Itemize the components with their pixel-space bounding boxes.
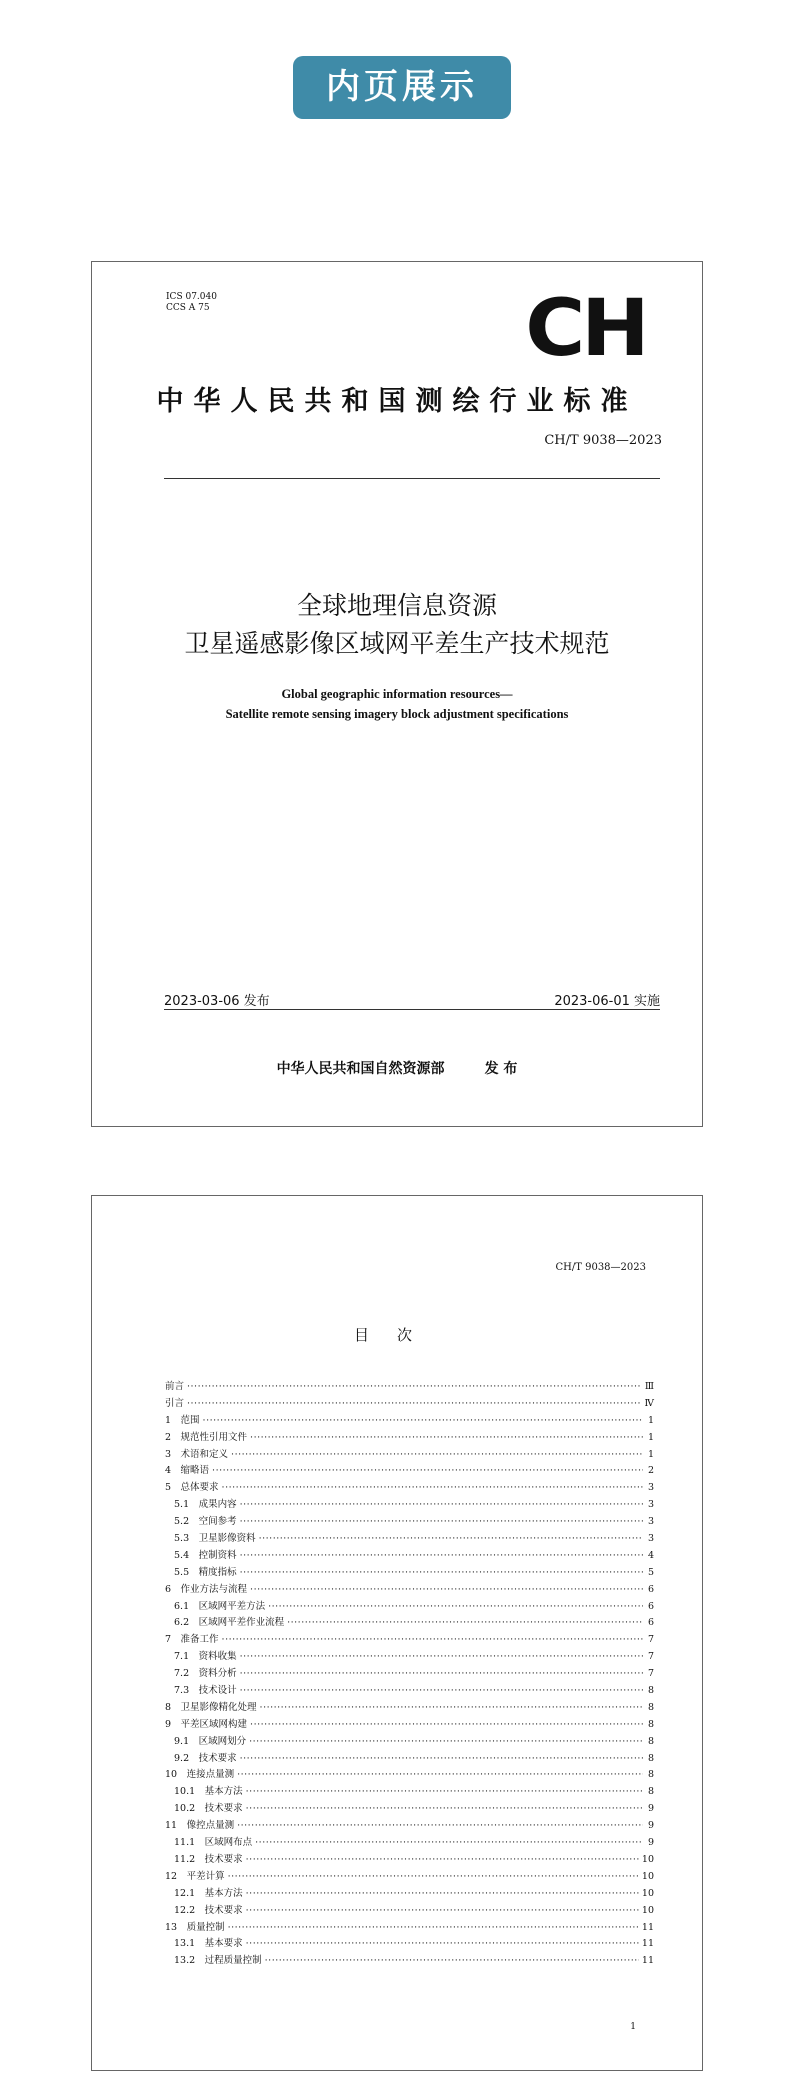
toc-entry-label: 5.2 空间参考 [174,1516,237,1528]
toc-leader-dots [255,1835,643,1852]
toc-entry-page: 10 [641,1870,654,1882]
toc-entry-label: 5 总体要求 [165,1482,219,1494]
toc-entry-label: 4 缩略语 [165,1465,210,1477]
toc-entry-page: 6 [647,1583,654,1595]
cover-page [91,261,703,1127]
toc-leader-dots [240,1548,643,1565]
ccs-code: CCS A 75 [166,303,210,313]
classification-codes [166,292,217,314]
toc-entry-label: 9.1 区域网划分 [174,1735,247,1747]
toc-entry-label: 10.2 技术要求 [174,1803,243,1815]
toc-leader-dots [187,1379,642,1396]
toc-entry-page: 9 [647,1803,654,1815]
toc-entry-page: Ⅲ [644,1381,654,1392]
toc-entry[interactable] [165,1835,654,1852]
toc-entry-label: 6.2 区域网平差作业流程 [174,1617,285,1629]
toc-entry-page: 7 [647,1668,654,1680]
toc-leader-dots [240,1649,643,1666]
toc-entry-page: 3 [647,1482,654,1494]
toc-entry-label: 6.1 区域网平差方法 [174,1600,266,1612]
toc-entry-label: 5.1 成果内容 [174,1499,237,1511]
toc-leader-dots [246,1886,639,1903]
toc-leader-dots [240,1683,643,1700]
toc-entry[interactable] [165,1818,654,1835]
toc-entry-label: 9.2 技术要求 [174,1752,237,1764]
toc-entry-label: 13 质量控制 [165,1921,225,1933]
toc-leader-dots [231,1447,643,1464]
toc-entry-page: 1 [647,1414,654,1426]
toc-entry[interactable] [165,1666,654,1683]
toc-title: 目次 [353,1326,440,1344]
title-cn-line-2: 卫星遥感影像区域网平差生产技术规范 [184,629,610,658]
toc-entry-label: 1 范围 [165,1414,200,1426]
toc-entry-page: 9 [647,1837,654,1849]
toc-leader-dots [249,1734,643,1751]
toc-entry-page: 1 [647,1431,654,1443]
toc-entry-page: 8 [647,1786,654,1798]
toc-entry-label: 11.1 区域网布点 [174,1837,253,1849]
toc-entry[interactable] [165,1565,654,1582]
toc-entry[interactable] [165,1953,654,1970]
toc-entry-page: 11 [641,1955,654,1967]
toc-entry-page: 7 [647,1634,654,1646]
toc-leader-dots [246,1903,639,1920]
toc-entry[interactable] [165,1599,654,1616]
toc-entry[interactable] [165,1920,654,1937]
standard-category: 中华人民共和国测绘行业标准 [156,386,638,417]
toc-entry[interactable] [165,1497,654,1514]
toc-entry-label: 7 准备工作 [165,1634,219,1646]
toc-entry-label: 12 平差计算 [165,1870,225,1882]
toc-leader-dots [212,1463,643,1480]
toc-entry-label: 前言 [165,1381,185,1392]
toc-entry[interactable] [165,1734,654,1751]
toc-entry-label: 5.3 卫星影像资料 [174,1533,256,1545]
ch-logo: CH [525,284,646,374]
toc-entry-label: 11 像控点量测 [165,1820,235,1832]
toc-entry[interactable] [165,1379,654,1396]
standard-code: CH/T 9038—2023 [544,433,662,448]
toc-entry-page: 10 [641,1887,654,1899]
toc-entry-page: 8 [647,1752,654,1764]
title-en-line-2: Satellite remote sensing imagery block adjustment specifications [225,707,569,721]
toc-leader-dots [287,1615,643,1632]
toc-leader-dots [237,1818,643,1835]
toc-entry[interactable] [165,1548,654,1565]
toc-entry-page: 3 [647,1499,654,1511]
toc-leader-dots [222,1480,643,1497]
toc-entry-label: 8 卫星影像精化处理 [165,1701,257,1713]
toc-entry-page: 7 [647,1651,654,1663]
toc-leader-dots [240,1565,643,1582]
toc-entry-page: 5 [647,1566,654,1578]
toc-entry[interactable] [165,1801,654,1818]
toc-entry-label: 10 连接点量测 [165,1769,235,1781]
toc-entry-label: 10.1 基本方法 [174,1786,243,1798]
toc-entry[interactable] [165,1582,654,1599]
toc-leader-dots [228,1869,639,1886]
toc-entry[interactable] [165,1751,654,1768]
toc-entry-page: 11 [641,1921,654,1933]
toc-entry-label: 7.3 技术设计 [174,1685,237,1697]
toc-entry[interactable] [165,1936,654,1953]
toc-entry-page: 8 [647,1701,654,1713]
section-banner: 内页展示 [293,56,511,119]
toc-entry[interactable] [165,1430,654,1447]
toc-entry-label: 7.1 资料收集 [174,1651,237,1663]
toc-entry-page: 8 [647,1685,654,1697]
toc-leader-dots [187,1396,641,1413]
toc-leader-dots [203,1413,643,1430]
toc-entry-page: 2 [647,1465,654,1477]
title-english [92,684,702,724]
toc-entry[interactable] [165,1531,654,1548]
toc-entry-label: 3 术语和定义 [165,1448,229,1460]
toc-entry[interactable] [165,1514,654,1531]
toc-leader-dots [259,1531,643,1548]
page-number: 1 [630,2022,636,2032]
toc-entry-label: 12.2 技术要求 [174,1904,243,1916]
toc-entry-label: 7.2 资料分析 [174,1668,237,1680]
toc-entry-label: 9 平差区域网构建 [165,1718,248,1730]
toc-entry[interactable] [165,1615,654,1632]
toc-leader-dots [265,1953,639,1970]
toc-entry-page: 11 [641,1938,654,1950]
publisher-name: 中华人民共和国自然资源部 [276,1061,445,1077]
effective-date: 2023-06-01 实施 [554,994,660,1009]
toc-leader-dots [240,1666,643,1683]
toc-entry[interactable] [165,1767,654,1784]
toc-entry[interactable] [165,1632,654,1649]
divider-top [164,478,660,479]
toc-page [91,1195,703,2071]
toc-entry-page: 6 [647,1600,654,1612]
toc-entry-page: 8 [647,1735,654,1747]
toc-list [165,1379,654,1970]
toc-leader-dots [246,1936,639,1953]
toc-leader-dots [240,1751,643,1768]
toc-leader-dots [260,1700,643,1717]
toc-entry-page: Ⅳ [644,1397,654,1409]
toc-entry-label: 12.1 基本方法 [174,1887,243,1899]
toc-entry-label: 5.4 控制资料 [174,1549,237,1561]
toc-entry-page: 3 [647,1533,654,1545]
toc-entry[interactable] [165,1413,654,1430]
toc-leader-dots [268,1599,643,1616]
toc-standard-code: CH/T 9038—2023 [555,1262,646,1273]
toc-entry[interactable] [165,1700,654,1717]
title-en-line-1: Global geographic information resources— [281,687,513,701]
toc-entry-page: 9 [647,1820,654,1832]
toc-entry-page: 3 [647,1516,654,1528]
toc-entry-label: 13.1 基本要求 [174,1938,243,1950]
toc-leader-dots [250,1582,643,1599]
toc-leader-dots [250,1717,643,1734]
publisher-line [92,1058,702,1078]
toc-entry-page: 1 [647,1448,654,1460]
title-chinese [92,587,702,663]
toc-entry-label: 13.2 过程质量控制 [174,1955,262,1967]
toc-entry-page: 10 [641,1904,654,1916]
ics-code: ICS 07.040 [166,292,217,302]
toc-entry-label: 11.2 技术要求 [174,1853,243,1865]
toc-entry[interactable] [165,1683,654,1700]
toc-entry[interactable] [165,1784,654,1801]
toc-entry-label: 引言 [165,1397,185,1409]
toc-entry[interactable] [165,1447,654,1464]
toc-entry[interactable] [165,1463,654,1480]
divider-bottom [164,1009,660,1010]
toc-leader-dots [222,1632,643,1649]
toc-leader-dots [240,1497,643,1514]
toc-entry[interactable] [165,1886,654,1903]
toc-entry-label: 5.5 精度指标 [174,1566,237,1578]
toc-leader-dots [240,1514,643,1531]
title-cn-line-1: 全球地理信息资源 [296,591,497,620]
toc-entry-label: 6 作业方法与流程 [165,1583,248,1595]
toc-entry[interactable] [165,1396,654,1413]
toc-leader-dots [228,1920,639,1937]
toc-entry[interactable] [165,1649,654,1666]
toc-entry[interactable] [165,1852,654,1869]
toc-entry-label: 2 规范性引用文件 [165,1431,248,1443]
toc-leader-dots [250,1430,643,1447]
toc-entry[interactable] [165,1480,654,1497]
toc-leader-dots [246,1801,643,1818]
toc-entry-page: 6 [647,1617,654,1629]
toc-entry[interactable] [165,1869,654,1886]
toc-entry-page: 4 [647,1549,654,1561]
toc-entry-page: 8 [647,1769,654,1781]
toc-entry[interactable] [165,1903,654,1920]
toc-leader-dots [246,1852,639,1869]
publish-word: 发 布 [484,1061,518,1077]
toc-entry[interactable] [165,1717,654,1734]
toc-leader-dots [237,1767,643,1784]
issue-date: 2023-03-06 发布 [164,994,270,1009]
toc-entry-page: 10 [641,1853,654,1865]
toc-entry-page: 8 [647,1718,654,1730]
toc-leader-dots [246,1784,643,1801]
